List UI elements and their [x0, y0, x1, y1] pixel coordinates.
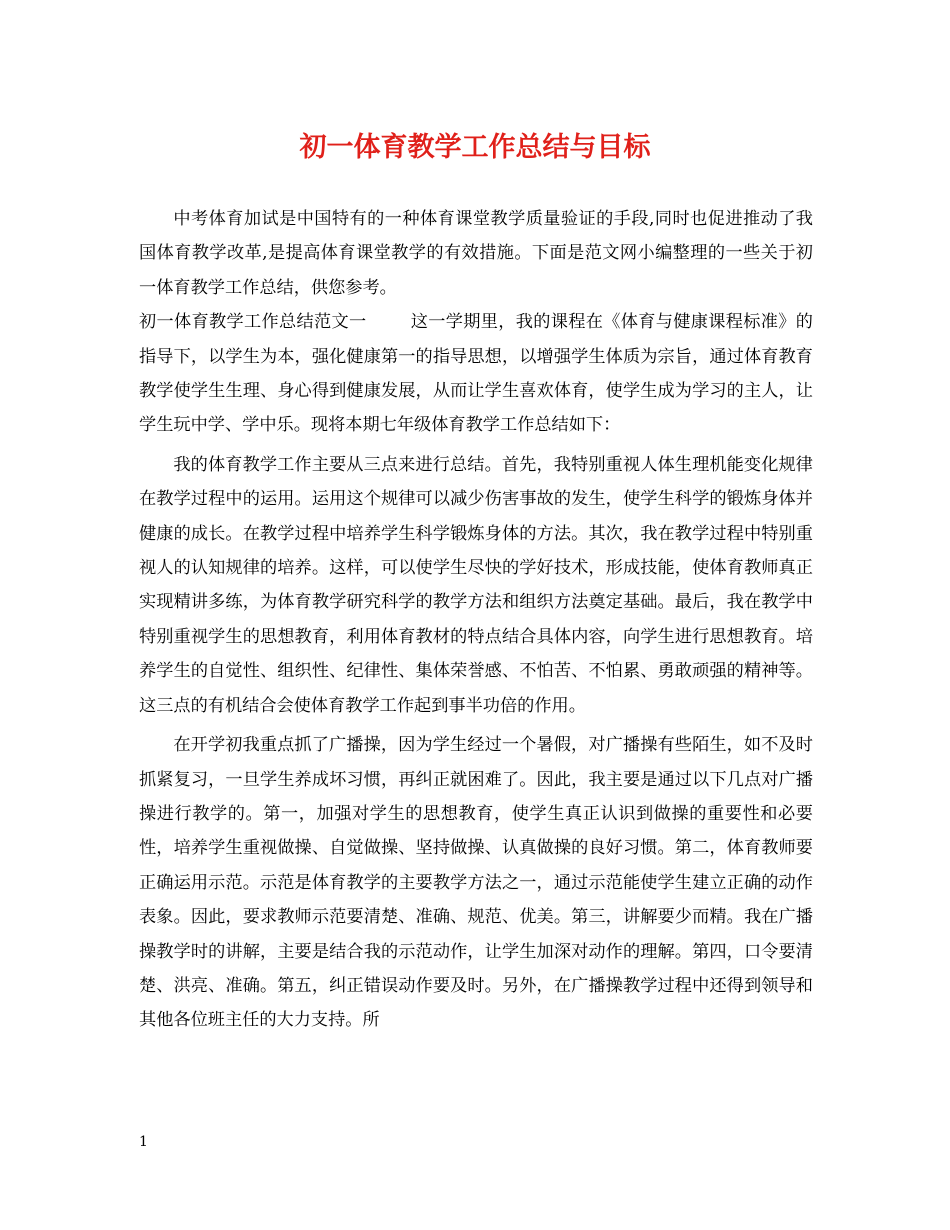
- paragraph-sample-one: [139, 305, 813, 443]
- document-title: 初一体育教学工作总结与目标: [299, 132, 651, 163]
- paragraph-three-points-text: 我的体育教学工作主要从三点来进行总结。首先，我特别重视人体生理机能变化规律在教学过程中的运用。运用这个规律可以减少伤害事故的发生，使学生科学的锻炼身体并健康的成长。在教学过程中培养学生科学锻炼身体的方法。其次，我在教学过程中特别重视人的认知规律的培养。这样，可以使学生尽快的学好技术，形成技能，使体育教师真正实现精讲多练，为体育教学研究科学的教学方法和组织方法奠定基础。最后，我在教学中特别重视学生的思想教育，利用体育教材的特点结合具体内容，向学生进行思想教育。培养学生的自觉性、组织性、纪律性、集体荣誉感、不怕苦、不怕累、勇敢顽强的精神等。这三点的有机结合会使体育教学工作起到事半功倍的作用。: [139, 454, 813, 716]
- paragraph-broadcast-exercise-text: 在开学初我重点抓了广播操，因为学生经过一个暑假，对广播操有些陌生，如不及时抓紧复习，一旦学生养成坏习惯，再纠正就困难了。因此，我主要是通过以下几点对广播操进行教学的。第一，加强对学生的思想教育，使学生真正认识到做操的重要性和必要性，培养学生重视做操、自觉做操、坚持做操、认真做操的良好习惯。第二，体育教师要正确运用示范。示范是体育教学的主要教学方法之一，通过示范能使学生建立正确的动作表象。因此，要求教师示范要清楚、准确、规范、优美。第三，讲解要少而精。我在广播操教学时的讲解，主要是结合我的示范动作，让学生加深对动作的理解。第四，口令要清楚、洪亮、准确。第五，纠正错误动作要及时。另外，在广播操教学过程中还得到领导和其他各位班主任的大力支持。所: [139, 735, 813, 1031]
- document-body: [139, 202, 813, 1038]
- paragraph-broadcast-exercise: [139, 728, 813, 1038]
- paragraph-intro: [139, 202, 813, 305]
- paragraph-three-points: [139, 448, 813, 723]
- section-heading: 初一体育教学工作总结范文一: [139, 312, 367, 333]
- paragraph-sample-one-text: 这一学期里，我的课程在《体育与健康课程标准》的指导下，以学生为本，强化健康第一的指导思想，以增强学生体质为宗旨，通过体育教育教学使学生生理、身心得到健康发展，从而让学生喜欢体育，使学生成为学习的主人，让学生玩中学、学中乐。现将本期七年级体育教学工作总结如下：: [139, 312, 813, 436]
- page-number: 1: [139, 1134, 148, 1150]
- paragraph-intro-text: 中考体育加试是中国特有的一种体育课堂教学质量验证的手段,同时也促进推动了我国体育教学改革,是提高体育课堂教学的有效措施。下面是范文网小编整理的一些关于初一体育教学工作总结，供您参考。: [139, 209, 813, 298]
